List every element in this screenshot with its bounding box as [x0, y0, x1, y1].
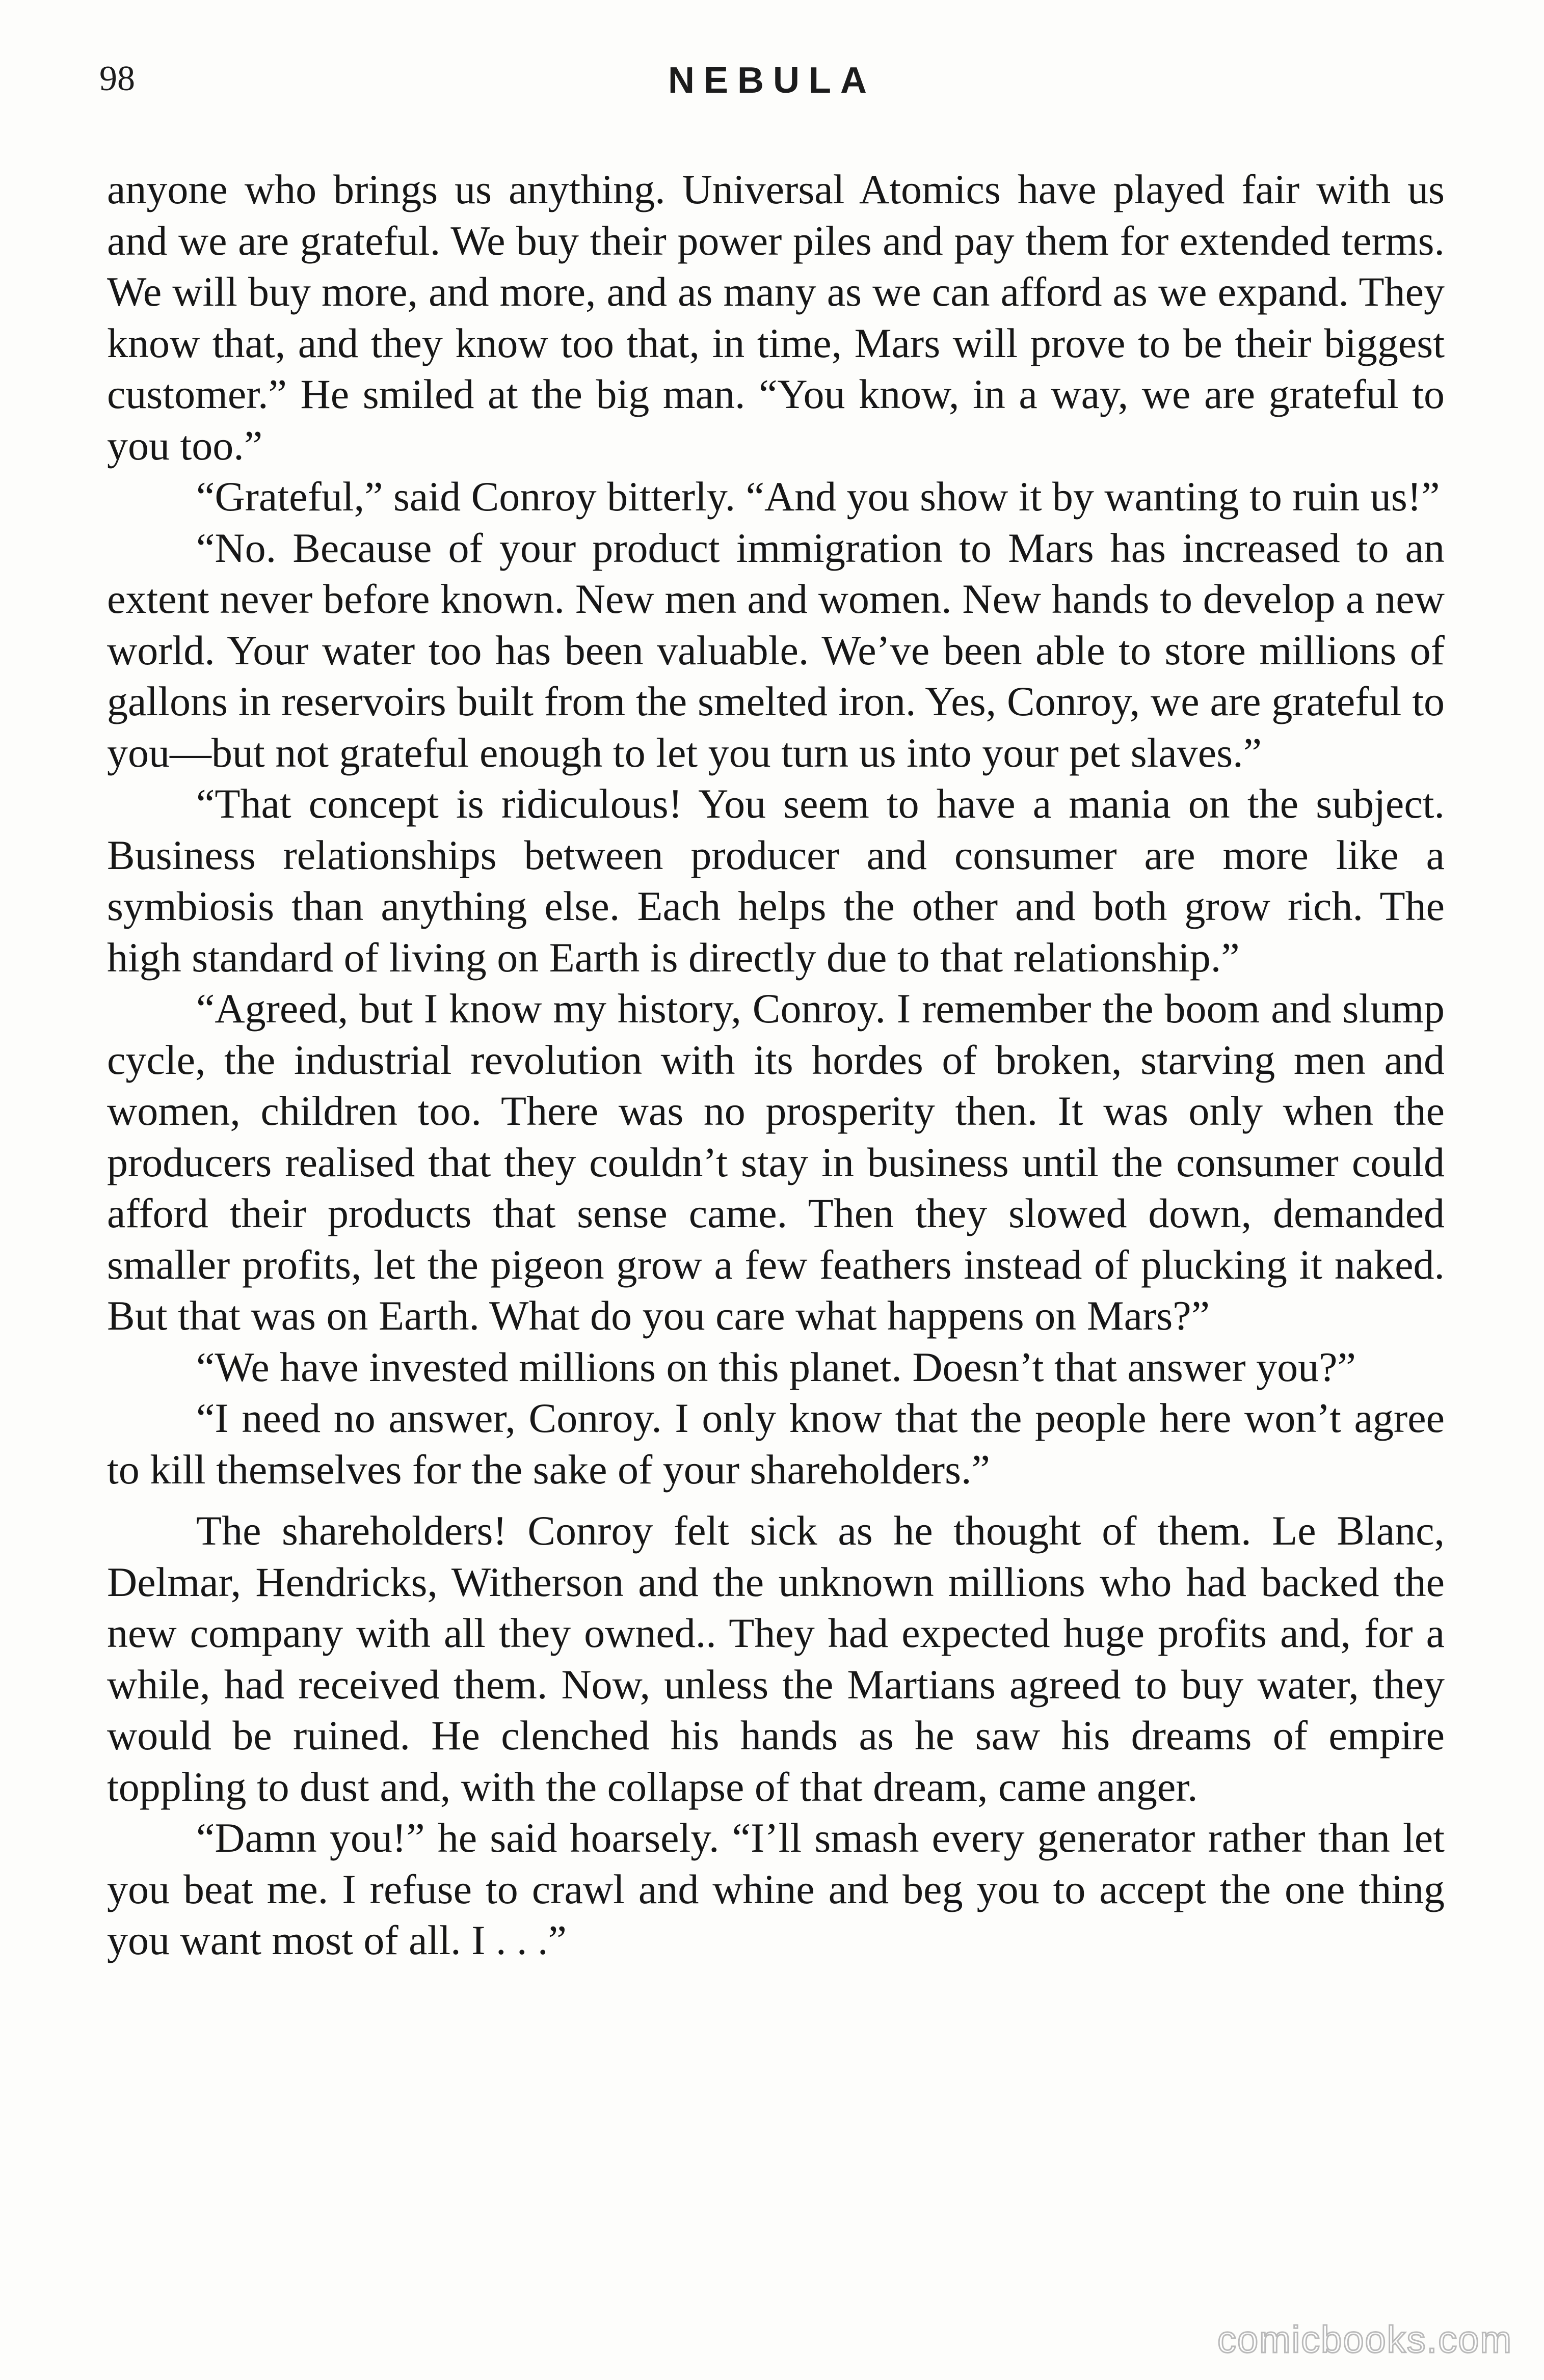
paragraph: “That concept is ridiculous! You seem to have a mania on the subject. Business relationships between producer and consumer are more like a symbiosis than anything else. Each helps the other and both grow rich. The high standard of living on Earth is directly due to that relationship.”: [107, 780, 1445, 981]
paragraph: “Damn you!” he said hoarsely. “I’ll smash every generator rather than let you beat me. I refuse to crawl and whine and beg you to accept the one thing you want most of all. I . . .”: [107, 1815, 1445, 1963]
page-number: 98: [99, 59, 135, 98]
paragraph: “Agreed, but I know my history, Conroy. I remember the boom and slump cycle, the industrial revolution with its hordes of broken, starving men and women, children too. There was no prosperity then. It was only when the producers realised that they couldn’t stay in business until the consumer could afford their products that sense came. Then they slowed down, demanded smaller profits, let the pigeon grow a few feathers instead of plucking it naked. But that was on Earth. What do you care what happens on Mars?”: [107, 985, 1445, 1339]
watermark: comicbooks.com: [1217, 2318, 1512, 2361]
paragraph: anyone who brings us anything. Universal Atomics have played fair with us and we are grateful. We buy their power piles and pay them for extended terms. We will buy more, and more, and as many as we can afford as we expand. They know that, and they know too that, in time, Mars will prove to be their biggest customer.” He smiled at the big man. “You know, in a way, we are grateful to you too.”: [107, 166, 1445, 469]
paragraph: “No. Because of your product immigration to Mars has increased to an extent never before known. New men and women. New hands to develop a new world. Your water too has been valuable. We’ve been able to store millions of gallons in reservoirs built from the smelted iron. Yes, Conroy, we are grateful to you—but not grateful enough to let you turn us into your pet slaves.”: [107, 524, 1445, 776]
paragraph: “We have invested millions on this planet. Doesn’t that answer you?”: [196, 1343, 1356, 1390]
paragraph: “I need no answer, Conroy. I only know that the people here won’t agree to kill themselves for the sake of your shareholders.”: [107, 1395, 1445, 1493]
body-text: [107, 164, 1445, 1966]
paragraph: “Grateful,” said Conroy bitterly. “And you show it by wanting to ruin us!”: [196, 473, 1440, 520]
running-title: NEBULA: [668, 60, 876, 101]
paragraph: The shareholders! Conroy felt sick as he thought of them. Le Blanc, Delmar, Hendricks, Witherson and the unknown millions who had backed the new company with all they owned.. They had expected huge profits and, for a while, had received them. Now, unless the Martians agreed to buy water, they would be ruined. He clenched his hands as he saw his dreams of empire toppling to dust and, with the collapse of that dream, came anger.: [107, 1507, 1445, 1810]
